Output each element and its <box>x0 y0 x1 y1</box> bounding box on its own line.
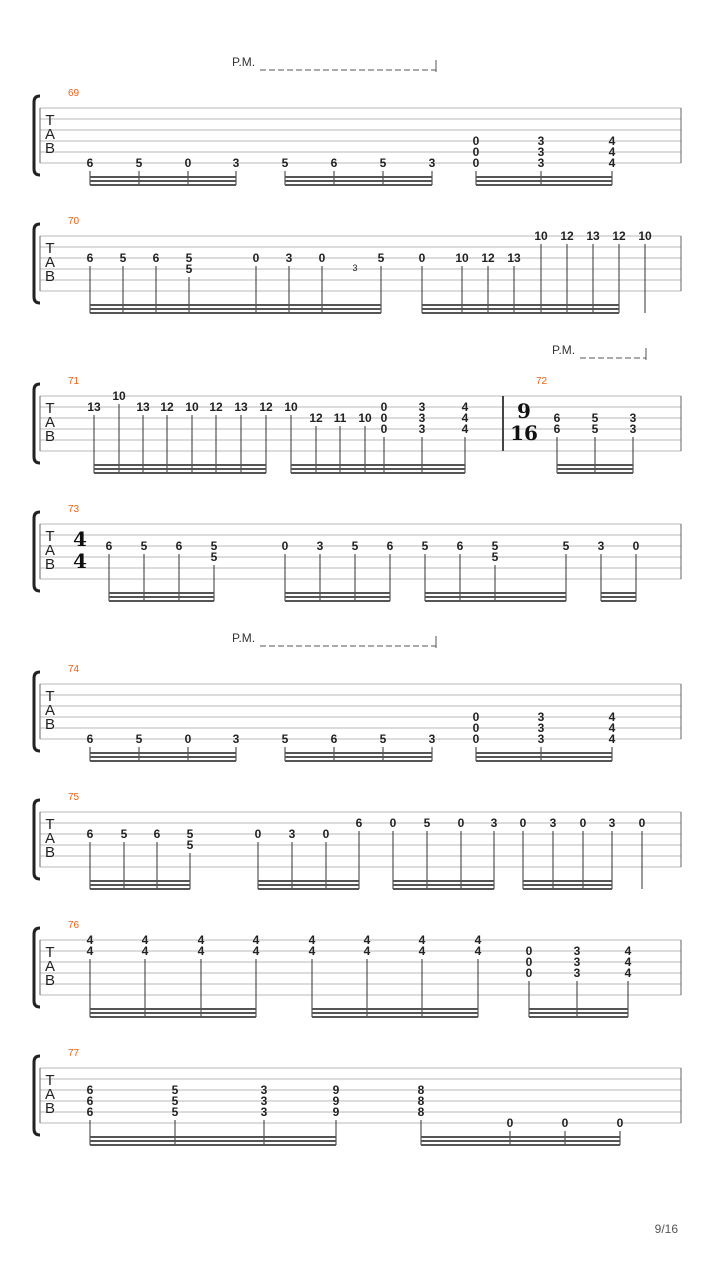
fret-number: 3 <box>573 944 581 958</box>
fret-number: 3 <box>549 816 557 830</box>
fret-number: 6 <box>105 539 113 553</box>
fret-number: 5 <box>186 827 194 841</box>
fret-number: 0 <box>254 827 262 841</box>
fret-number: 5 <box>377 251 385 265</box>
fret-number: 4 <box>252 944 260 958</box>
fret-number: 3 <box>260 1105 268 1119</box>
fret-number: 6 <box>86 827 94 841</box>
fret-number: 12 <box>259 400 273 414</box>
tab-clef-letter: B <box>44 556 56 573</box>
fret-number: 0 <box>322 827 330 841</box>
fret-number: 4 <box>308 933 316 947</box>
fret-number: 9 <box>332 1083 340 1097</box>
system-bracket <box>34 672 40 751</box>
fret-number: 0 <box>579 816 587 830</box>
fret-number: 5 <box>491 539 499 553</box>
fret-number: 5 <box>562 539 570 553</box>
measure-77 <box>68 1048 624 1145</box>
fret-number: 0 <box>472 732 480 746</box>
fret-number: 10 <box>112 389 126 403</box>
tab-clef-letter: T <box>45 240 55 257</box>
fret-number: 6 <box>152 251 160 265</box>
fret-number: 13 <box>586 229 600 243</box>
fret-number: 3 <box>629 422 637 436</box>
system-bracket <box>34 384 40 463</box>
fret-number: 3 <box>597 539 605 553</box>
fret-number: 5 <box>135 732 143 746</box>
time-signature-bottom: 4 <box>73 549 87 573</box>
fret-number: 3 <box>260 1083 268 1097</box>
fret-number: 10 <box>185 400 199 414</box>
fret-number: 3 <box>537 134 545 148</box>
fret-number: 6 <box>456 539 464 553</box>
system-bracket <box>34 800 40 879</box>
fret-number: 12 <box>560 229 574 243</box>
tab-clef-letter: A <box>44 702 56 719</box>
fret-number: 12 <box>481 251 495 265</box>
fret-number: 3 <box>232 732 240 746</box>
fret-number: 0 <box>472 145 480 159</box>
fret-number: 5 <box>171 1083 179 1097</box>
measure-72 <box>510 343 646 473</box>
measure-number: 71 <box>68 376 80 387</box>
fret-number: 0 <box>380 422 388 436</box>
fret-number: 5 <box>186 838 194 852</box>
tab-clef-letter: T <box>45 688 55 705</box>
fret-number: 4 <box>608 732 616 746</box>
measure-70 <box>68 216 652 313</box>
fret-number: 3 <box>537 156 545 170</box>
tab-staff <box>34 1056 681 1135</box>
fret-number: 3 <box>537 732 545 746</box>
fret-number: 3 <box>232 156 240 170</box>
tab-clef-letter: A <box>44 958 56 975</box>
tab-clef-letter: B <box>44 1100 56 1117</box>
fret-number: 4 <box>86 933 94 947</box>
fret-number: 8 <box>417 1105 425 1119</box>
fret-number: 0 <box>389 816 397 830</box>
measure-number: 73 <box>68 504 80 515</box>
fret-number: 9 <box>332 1094 340 1108</box>
fret-number: 0 <box>252 251 260 265</box>
measure-number: 69 <box>68 88 80 99</box>
fret-number: 0 <box>184 156 192 170</box>
time-signature-bottom: 16 <box>510 421 538 445</box>
fret-number: 3 <box>537 721 545 735</box>
fret-number: 5 <box>185 262 193 276</box>
fret-number: 6 <box>86 156 94 170</box>
fret-number: 3 <box>428 732 436 746</box>
system-bracket <box>34 224 40 303</box>
fret-number: 3 <box>288 827 296 841</box>
tab-clef-letter: T <box>45 944 55 961</box>
fret-number: 0 <box>525 955 533 969</box>
time-signature-top: 4 <box>73 527 87 551</box>
fret-number: 4 <box>418 944 426 958</box>
fret-number: 5 <box>210 539 218 553</box>
fret-number: 5 <box>379 732 387 746</box>
fret-number: 0 <box>281 539 289 553</box>
fret-number: 0 <box>638 816 646 830</box>
fret-number: 4 <box>308 944 316 958</box>
fret-number: 0 <box>472 721 480 735</box>
fret-number: 13 <box>87 400 101 414</box>
fret-number: 5 <box>171 1105 179 1119</box>
fret-number: 4 <box>461 422 469 436</box>
page-number: 9/16 <box>654 1222 678 1236</box>
system-bracket <box>34 96 40 175</box>
measure-76 <box>68 920 632 1017</box>
fret-number: 12 <box>309 411 323 425</box>
tab-clef-letter: A <box>44 126 56 143</box>
fret-number: 3 <box>629 411 637 425</box>
fret-number: 0 <box>472 156 480 170</box>
fret-number: 3 <box>537 145 545 159</box>
fret-number: 10 <box>284 400 298 414</box>
fret-number: 4 <box>474 933 482 947</box>
fret-number: 6 <box>553 422 561 436</box>
fret-number: 3 <box>418 422 426 436</box>
fret-number: 4 <box>197 933 205 947</box>
fret-number: 0 <box>525 944 533 958</box>
tab-clef-letter: B <box>44 140 56 157</box>
fret-number: 4 <box>624 944 632 958</box>
fret-number: 12 <box>209 400 223 414</box>
fret-number: 0 <box>184 732 192 746</box>
fret-number: 5 <box>135 156 143 170</box>
fret-number: 3 <box>260 1094 268 1108</box>
fret-number: 4 <box>252 933 260 947</box>
fret-number: 10 <box>534 229 548 243</box>
palm-mute-label: P.M. <box>552 343 576 357</box>
fret-number: 10 <box>455 251 469 265</box>
fret-number: 4 <box>608 710 616 724</box>
measure-74 <box>68 631 616 761</box>
tab-clef-letter: B <box>44 844 56 861</box>
fret-number: 4 <box>474 944 482 958</box>
system-bracket <box>34 1056 40 1135</box>
tab-staff <box>34 672 681 751</box>
fret-number: 4 <box>363 944 371 958</box>
fret-number: 3 <box>418 411 426 425</box>
tab-clef-letter: T <box>45 528 55 545</box>
fret-number: 0 <box>418 251 426 265</box>
tab-clef-letter: T <box>45 112 55 129</box>
tab-staff <box>34 928 681 1007</box>
fret-number: 13 <box>507 251 521 265</box>
fret-number: 4 <box>608 156 616 170</box>
fret-number: 10 <box>638 229 652 243</box>
tab-clef-letter: A <box>44 542 56 559</box>
fret-number: 3 <box>428 156 436 170</box>
fret-number: 6 <box>153 827 161 841</box>
measure-73 <box>68 504 640 601</box>
fret-number: 4 <box>197 944 205 958</box>
measure-number: 70 <box>68 216 80 227</box>
palm-mute-label: P.M. <box>232 55 256 69</box>
fret-number: 6 <box>386 539 394 553</box>
fret-number: 6 <box>86 1094 94 1108</box>
fret-number: 10 <box>358 411 372 425</box>
time-signature-top: 9 <box>517 399 531 423</box>
tab-clef-letter: B <box>44 268 56 285</box>
fret-number: 3 <box>418 400 426 414</box>
fret-number: 3 <box>573 966 581 980</box>
tuplet-number: 3 <box>352 263 358 273</box>
fret-number: 5 <box>491 550 499 564</box>
tab-clef-letter: A <box>44 1086 56 1103</box>
fret-number: 6 <box>330 732 338 746</box>
fret-number: 6 <box>86 1105 94 1119</box>
system-bracket <box>34 512 40 591</box>
tab-clef-letter: T <box>45 1072 55 1089</box>
measure-75 <box>68 792 646 889</box>
measure-69 <box>68 55 616 185</box>
fret-number: 4 <box>141 933 149 947</box>
fret-number: 0 <box>632 539 640 553</box>
tab-clef-letter: T <box>45 816 55 833</box>
system-bracket <box>34 928 40 1007</box>
fret-number: 0 <box>318 251 326 265</box>
fret-number: 4 <box>624 955 632 969</box>
fret-number: 13 <box>234 400 248 414</box>
fret-number: 12 <box>160 400 174 414</box>
fret-number: 4 <box>141 944 149 958</box>
fret-number: 5 <box>281 156 289 170</box>
tab-clef-letter: B <box>44 972 56 989</box>
measure-number: 76 <box>68 920 80 931</box>
fret-number: 5 <box>171 1094 179 1108</box>
fret-number: 13 <box>136 400 150 414</box>
fret-number: 5 <box>591 411 599 425</box>
fret-number: 3 <box>537 710 545 724</box>
fret-number: 4 <box>608 145 616 159</box>
fret-number: 0 <box>380 400 388 414</box>
fret-number: 8 <box>417 1083 425 1097</box>
fret-number: 3 <box>573 955 581 969</box>
measure-number: 74 <box>68 664 80 675</box>
fret-number: 5 <box>185 251 193 265</box>
measure-number: 72 <box>536 376 548 387</box>
fret-number: 5 <box>421 539 429 553</box>
tab-clef-letter: B <box>44 716 56 733</box>
tab-staff <box>34 800 681 879</box>
fret-number: 4 <box>624 966 632 980</box>
fret-number: 5 <box>351 539 359 553</box>
fret-number: 5 <box>423 816 431 830</box>
tab-clef-letter: B <box>44 428 56 445</box>
fret-number: 4 <box>363 933 371 947</box>
measure-number: 75 <box>68 792 80 803</box>
fret-number: 6 <box>330 156 338 170</box>
fret-number: 8 <box>417 1094 425 1108</box>
fret-number: 4 <box>461 400 469 414</box>
fret-number: 5 <box>379 156 387 170</box>
fret-number: 3 <box>490 816 498 830</box>
palm-mute-label: P.M. <box>232 631 256 645</box>
fret-number: 4 <box>461 411 469 425</box>
fret-number: 3 <box>316 539 324 553</box>
fret-number: 6 <box>355 816 363 830</box>
fret-number: 0 <box>472 134 480 148</box>
fret-number: 0 <box>525 966 533 980</box>
fret-number: 6 <box>86 732 94 746</box>
fret-number: 4 <box>418 933 426 947</box>
tab-clef-letter: A <box>44 414 56 431</box>
fret-number: 3 <box>608 816 616 830</box>
fret-number: 0 <box>380 411 388 425</box>
fret-number: 9 <box>332 1105 340 1119</box>
measure-71 <box>68 376 469 473</box>
fret-number: 4 <box>86 944 94 958</box>
fret-number: 0 <box>616 1116 624 1130</box>
fret-number: 4 <box>608 721 616 735</box>
fret-number: 11 <box>333 411 347 425</box>
tab-clef-letter: T <box>45 400 55 417</box>
fret-number: 5 <box>210 550 218 564</box>
fret-number: 4 <box>608 134 616 148</box>
fret-number: 6 <box>86 1083 94 1097</box>
fret-number: 6 <box>553 411 561 425</box>
fret-number: 5 <box>591 422 599 436</box>
measure-number: 77 <box>68 1048 80 1059</box>
fret-number: 5 <box>119 251 127 265</box>
fret-number: 5 <box>120 827 128 841</box>
fret-number: 5 <box>281 732 289 746</box>
fret-number: 6 <box>175 539 183 553</box>
fret-number: 12 <box>612 229 626 243</box>
tab-clef-letter: A <box>44 254 56 271</box>
fret-number: 3 <box>285 251 293 265</box>
fret-number: 5 <box>140 539 148 553</box>
fret-number: 0 <box>506 1116 514 1130</box>
fret-number: 0 <box>519 816 527 830</box>
tab-staff <box>34 96 681 175</box>
tab-clef-letter: A <box>44 830 56 847</box>
fret-number: 6 <box>86 251 94 265</box>
fret-number: 0 <box>472 710 480 724</box>
fret-number: 0 <box>457 816 465 830</box>
fret-number: 0 <box>561 1116 569 1130</box>
